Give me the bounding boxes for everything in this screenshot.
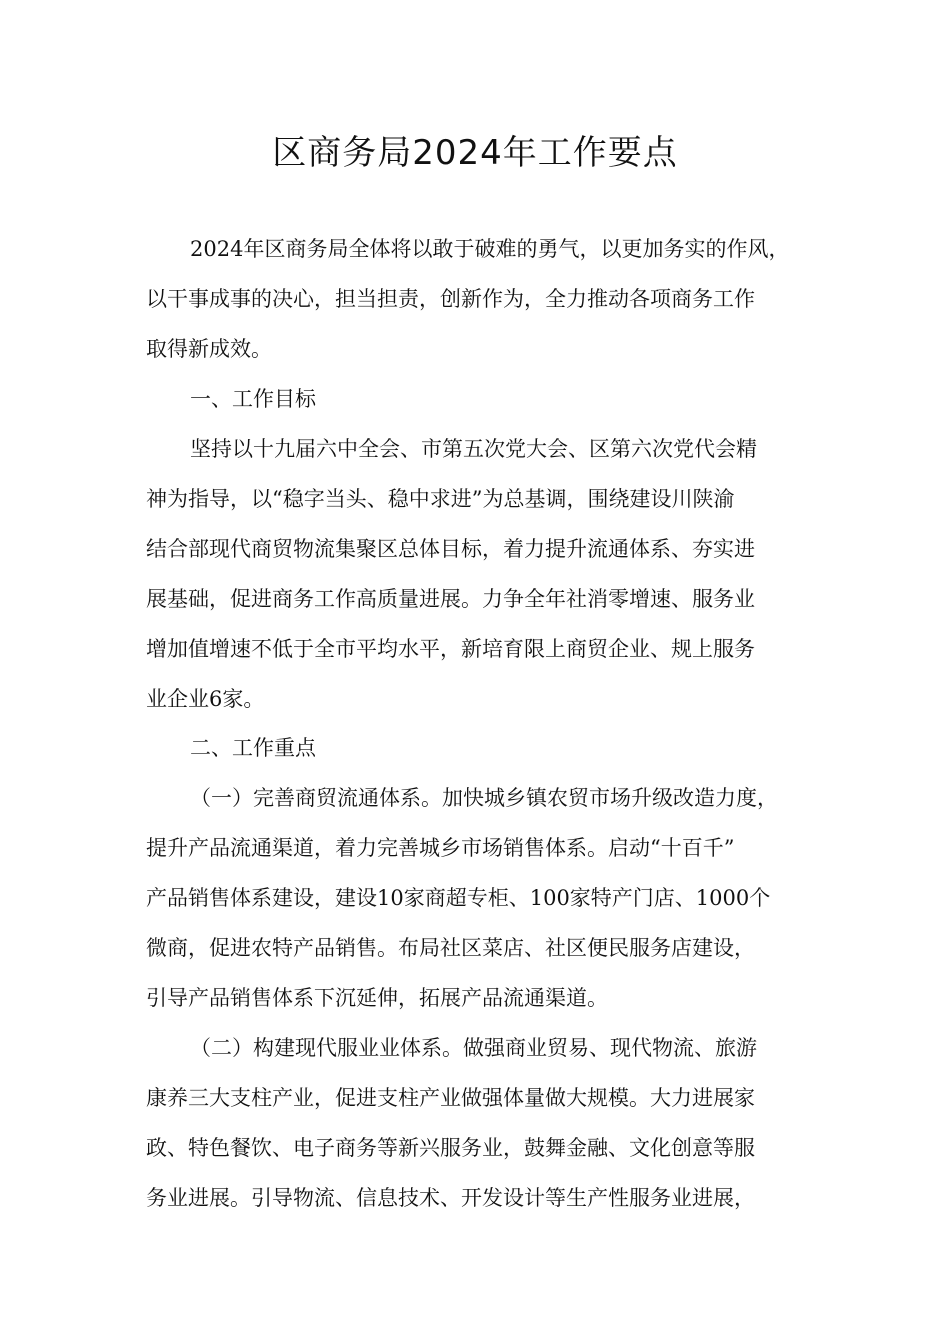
text-line-content: 结合部现代商贸物流集聚区总体目标，着力提升流通体系、夯实进 <box>146 537 755 561</box>
text-line-content: （二）构建现代服业业体系。做强商业贸易、现代物流、旅游 <box>190 1036 757 1060</box>
text-line-content: 引导产品销售体系下沉延伸，拓展产品流通渠道。 <box>146 986 608 1010</box>
text-line <box>0 1123 950 1173</box>
text-line <box>0 624 950 674</box>
text-line-content: 业企业6家。 <box>146 687 265 711</box>
text-line-content: 政、特色餐饮、电子商务等新兴服务业，鼓舞金融、文化创意等服 <box>146 1136 755 1160</box>
text-line-content: 产品销售体系建设，建设10家商超专柜、100家特产门店、1000个 <box>146 886 771 910</box>
text-line <box>0 923 950 973</box>
text-line <box>0 524 950 574</box>
text-line <box>0 224 950 274</box>
text-line <box>0 674 950 724</box>
text-line-content: （一）完善商贸流通体系。加快城乡镇农贸市场升级改造力度， <box>190 786 778 810</box>
text-line <box>0 873 950 923</box>
section-heading <box>0 374 950 424</box>
section-heading-text: 二、工作重点 <box>190 736 316 760</box>
text-line <box>0 773 950 823</box>
text-line <box>0 324 950 374</box>
text-line-content: 务业进展。引导物流、信息技术、开发设计等生产性服务业进展， <box>146 1186 755 1210</box>
text-line <box>0 973 950 1023</box>
text-line-content: 微商，促进农特产品销售。布局社区菜店、社区便民服务店建设， <box>146 936 755 960</box>
text-line-content: 展基础，促进商务工作高质量进展。力争全年社消零增速、服务业 <box>146 587 755 611</box>
text-line-content: 取得新成效。 <box>146 337 272 361</box>
text-line <box>0 274 950 324</box>
text-line-content: 神为指导，以“稳字当头、稳中求进”为总基调，围绕建设川陕渝 <box>146 487 735 511</box>
text-line-content: 康养三大支柱产业，促进支柱产业做强体量做大规模。大力进展家 <box>146 1086 755 1110</box>
text-line <box>0 474 950 524</box>
page-title: 区商务局2024年工作要点 <box>272 133 678 173</box>
text-line <box>0 1073 950 1123</box>
text-line-content: 以干事成事的决心，担当担责，创新作为，全力推动各项商务工作 <box>146 287 755 311</box>
text-line <box>0 1173 950 1223</box>
section-heading <box>0 723 950 773</box>
text-line-content: 提升产品流通渠道，着力完善城乡市场销售体系。启动“十百千” <box>146 836 735 860</box>
section-heading-text: 一、工作目标 <box>190 387 316 411</box>
text-line-content: 增加值增速不低于全市平均水平，新培育限上商贸企业、规上服务 <box>146 637 755 661</box>
text-line-content: 坚持以十九届六中全会、市第五次党大会、区第六次党代会精 <box>190 437 757 461</box>
text-line-content: 2024年区商务局全体将以敢于破难的勇气，以更加务实的作风， <box>190 237 790 261</box>
text-line <box>0 574 950 624</box>
text-line <box>0 823 950 873</box>
text-line <box>0 424 950 474</box>
text-line <box>0 1023 950 1073</box>
